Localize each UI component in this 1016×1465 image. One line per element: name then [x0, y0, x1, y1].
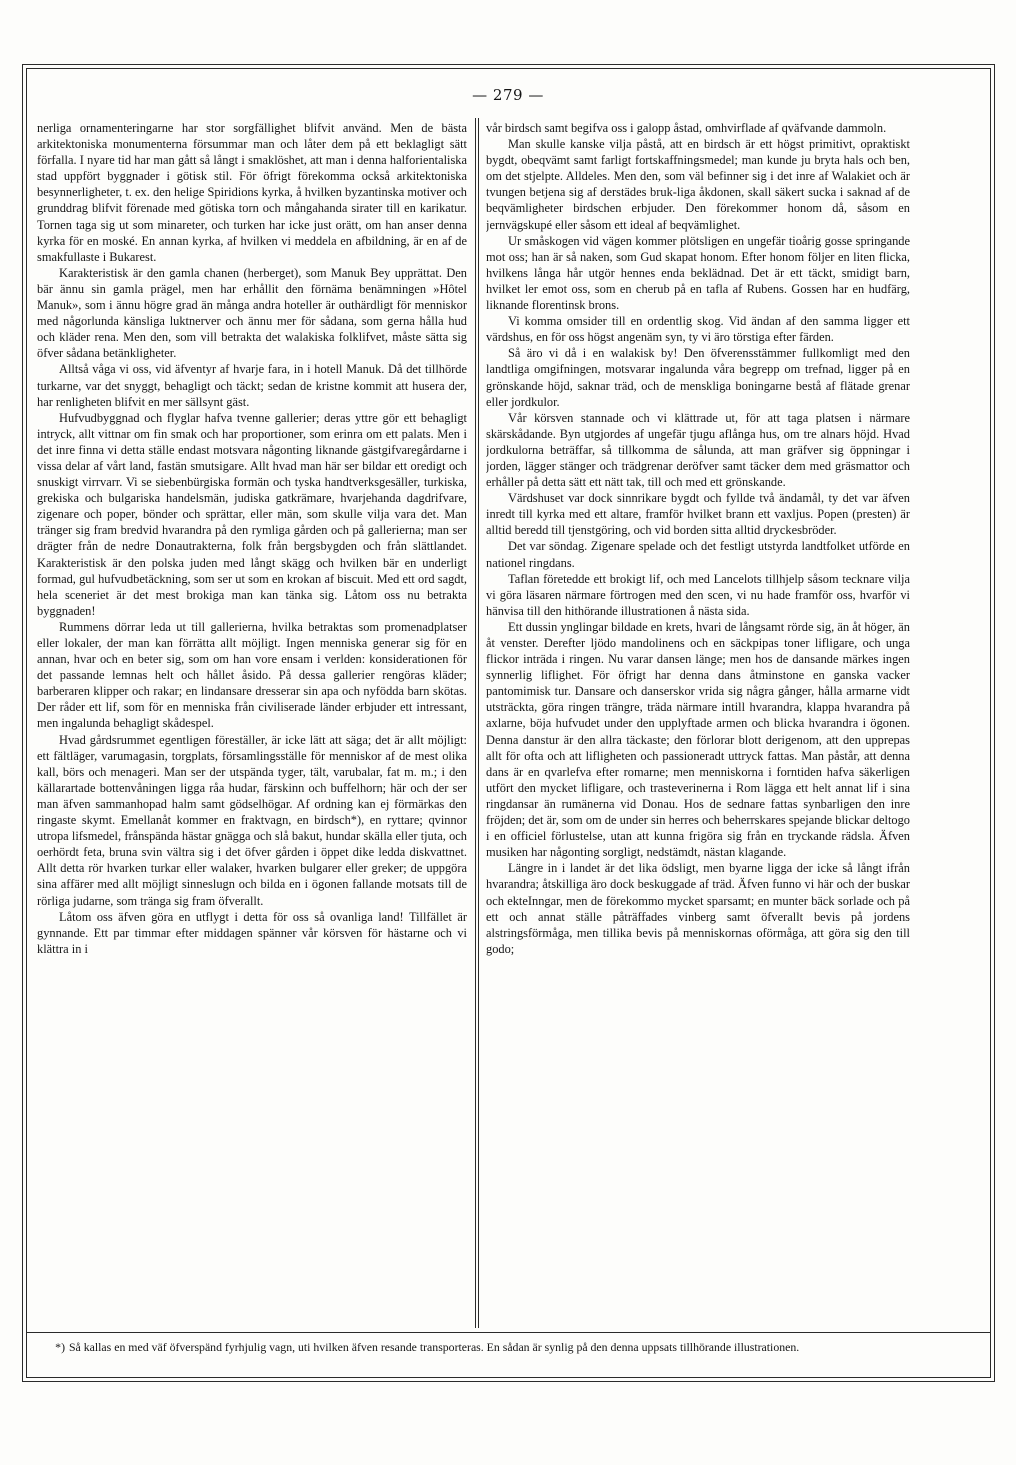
- paragraph: Hvad gårdsrummet egentligen föreställer, är icke lätt att säga; det är allt möjligt: ett fältläger, varumagasin, torgplats, församlingsställe för menniskor af de mest olika kall, börs och menageri. Man ser der utspända tyger, tält, varubalar, fat m. m.; i den källarartade bottenvåningen ligga råa hudar, färskinn och buffelhorn; här och der ser man äfven sammanhopad halm samt gödselhögar. Af ordning kan ej förmärkas den ringaste skymt. Emellanåt kommer en fraktvagn, en birdsch*), en ryttare; qvinnor utropa lifsmedel, frånspända hästar gnägga och slå bakut, hundar skälla eller tjuta, och oerhördt feta, bruna svin vältra sig i det öfver gården i öppet dike ledda diskvattnet. Allt detta rör hvarken turkar eller walaker, hvarken bulgarer eller greker; de uppgöra sina affärer med allt möjligt sinneslugn och bilda en i ögonen fallande motsats till de rörliga judarne, som tränga sig fram öfverallt.: [37, 732, 467, 908]
- footnote-divider: [26, 1332, 991, 1333]
- paragraph: Hufvudbyggnad och flyglar hafva tvenne gallerier; deras yttre gör ett behagligt intryck, allt vittnar om fin smak och har proportioner, som erinra om ett palats. Men i det inre finna vi detta ställe endast motsvara någonting liknande gästgifvaregårdarne i vissa delar af vårt land, fastän smutsigare. Allt hvad man här ser bildar ett oredigt och snuskigt virrvarr. Vi se siebenbürgiska formän och tyska handtverksgesäller, turkiska, grekiska och bulgariska handelsmän, judiska gatkrämare, hvarjehanda dagdrifvare, zigenare och poper, bönder och sprättar, eller män, som skulle vilja vara det. Man tränger sig fram bredvid hvarandra på den rymliga gården och på gallerierna; man ser drägter från de nedre Donautrakterna, folk från bergsbygden och från slättlandet. Karakteristisk är den polska juden med långt skägg och hvilken bär en underligt formad, gul hufvudbetäckning, som ser ut som en krokan af biscuit. Med ett ord sagdt, hela sceneriet är det mest brokiga man kan tänka sig. Låtom oss nu betrakta byggnaden!: [37, 410, 467, 618]
- paragraph: Det var söndag. Zigenare spelade och det festligt utstyrda landtfolket utförde en nationel ringdans.: [486, 539, 910, 570]
- paragraph: Ett dussin ynglingar bildade en krets, hvari de långsamt rörde sig, än åt höger, än åt venster. Derefter ljödo mandolinens och en säckpipas toner lifligare, och unga flickor inträda i ringen. Nu varar dansen länge; men hos de dansande märkes ingen synnerlig liflighet. För öfrigt har denna dans åtminstone en ganska vacker pantomimisk tur. Dansare och danserskor vrida sig några gånger, hålla armarne vidt utsträckta, göra ringen trängre, träda närmare intill hvarandra, klappa hvarandra på axlarne, böja hufvudet under den upplyftade armen och blicka hvarandra i ögonen. Denna danstur är den allra täckaste; den förlorar blott derigenom, att den upprepas allt för ofta och att lifligheten och passioneradt uttryck fattas. Man påstår, att denna dans är en qvarlefva efter romarne; men menniskorna i forntiden hafva säkerligen utfört den mycket lifligare, och trasteverinerna i Rom lägga ett helt annat lif i sina ringdansar än rumänerna vid Donau. Hos de sednare fattas synbarligen den inre fröjden; det är, som om de under sin herres och beherrskares spejande blickar deltogo i en officiel förlustelse, utan att kunna frigöra sig från en tryckande rädsla. Äfven musiken har någonting sorgligt, nedstämdt, nästan klagande.: [486, 619, 910, 860]
- paragraph: Karakteristisk är den gamla chanen (herberget), som Manuk Bey upprättat. Den bär ännu sin gamla prägel, men har erhållit den förnäma benämningen »Hôtel Manuk», som i ännu högre grad än många andra hoteller är outhärdligt för menniskor med någorlunda känsliga luktnerver och ännu mer för sådana, som gerna hålla hud och kläder rena. Men den, som vill betrakta det walakiska folklifvet, måste sätta sig öfver sådana betänkligheter.: [37, 265, 467, 361]
- paragraph: Man skulle kanske vilja påstå, att en birdsch är ett högst primitivt, opraktiskt bygdt, obeqvämt samt farligt fortskaffningsmedel; man kunde ju bryta hals och ben, om det stjelpte. Alldeles. Men den, som väl befinner sig i det inre af Walakiet och är tvungen betjena sig af derstädes bruk-liga åkdonen, skall säkert sucka i saknad af de beqvämligheter birdschen erbjuder. Den förekommer honom då, såsom en jernvägskupé eller såsom ett ideal af beqvämlighet.: [486, 137, 910, 232]
- footnote-text: Så kallas en med väf öfverspänd fyrhjulig vagn, uti hvilken äfven resande transporteras. En sådan är synlig på den denna uppsats tillhörande illustrationen.: [69, 1340, 800, 1354]
- paragraph: Värdshuset var dock sinnrikare bygdt och fyllde två ändamål, ty det var äfven inredt till kyrka med ett altare, framför hvilket brann ett vaxljus. Popen (presten) är alltid beredd till tjenstgöring, och vid borden sitta alltid dryckesbröder.: [486, 491, 910, 538]
- paragraph: Så äro vi då i en walakisk by! Den öfverensstämmer fullkomligt med den landtliga omgifningen, motsvarar ingalunda våra begrepp om trefnad, ligger på en grönskande höjd, saknar träd, och de menskliga boningarne bestå af flätade grenar eller jordkulor.: [486, 346, 910, 409]
- paragraph: Alltså våga vi oss, vid äfventyr af hvarje fara, in i hotell Manuk. Då det tillhörde turkarne, var det snyggt, behagligt och täckt; sedan de kristne kommit att husera der, har renligheten blifvit en mer sällsynt gäst.: [37, 362, 467, 409]
- column-divider: [478, 118, 479, 1328]
- column-divider: [475, 118, 476, 1328]
- paragraph: Vi komma omsider till en ordentlig skog. Vid ändan af den samma ligger ett värdshus, en för oss högst angenäm syn, ty vi äro törstiga efter färden.: [486, 314, 910, 345]
- paragraph: Rummens dörrar leda ut till gallerierna, hvilka betraktas som promenadplatser eller lokaler, der man kan förrätta allt möjligt. Ingen menniska generar sig för en annan, hvar och en beter sig, som om han vore ensam i verlden: konsiderationen för det passande lemnas helt och hållet åsido. På dessa gallerier rengöras kläder; barberaren klipper och rakar; en lindansare dresserar sin apa och nyfödda barn skötas. Der råder ett lif, som för en menniska från civiliserade länder erbjuder ett intressant, men ingalunda behagligt skådespel.: [37, 619, 467, 731]
- paragraph: Låtom oss äfven göra en utflygt i detta för oss så ovanliga land! Tillfället är gynnande. Ett par timmar efter middagen spänner vår körsven för hästarne och vi klättra in i: [37, 909, 467, 956]
- footnote-marker: *): [55, 1340, 65, 1354]
- paragraph: Vår körsven stannade och vi klättrade ut, för att taga platsen i närmare skärskådande. Byn utgjordes af ungefär tjugu aflånga hus, om tre alnars höjd. Hvad jordkulorna beträffar, så tillkomma de sålunda, att man gräfver sig öppningar i jorden, lägger stänger och trädgrenar deröfver samt täcker dem med gräsmattor och erhåller på detta sätt ett nätt tak, till och med ett grönskande.: [486, 410, 910, 490]
- footnote: [37, 1340, 917, 1355]
- right-column: [486, 120, 910, 1330]
- left-column: [37, 120, 467, 1330]
- paragraph: Ur småskogen vid vägen kommer plötsligen en ungefär tioårig gosse springande mot oss; han är så naken, som Gud skapat honom. Efter honom följer en liten flicka, hvilkens långa hår utgör hennes enda beklädnad. Det är ett täckt, smidigt barn, hvilket ler emot oss, som en cherub på en tafla af Rubens. Gossen har en hudfärg, liknande florentinsk brons.: [486, 233, 910, 313]
- paragraph: nerliga ornamenteringarne har stor sorgfällighet blifvit använd. Men de bästa arkitektoniska monumenterna försummar man och låter dem på ett beklagligt sätt förfalla. I nyare tid har man gått så långt i smaklöshet, att man i denna halforientaliska stad uppfört byggnader i götisk stil. För öfrigt förekomma också arkitektoniska besynnerligheter, t. ex. den helige Spiridions kyrka, å hvilken byzantinska motiver och grunddrag blifvit förenade med götiska torn och mångahanda sirater till en karikatur. Tornen taga sig ut som minareter, och turken har icke just orätt, om han anser denna kyrka för en moské. En annan kyrka, af hvilken vi meddela en afbildning, är en af de smakfullaste i Bukarest.: [37, 121, 467, 264]
- paragraph: Längre in i landet är det lika ödsligt, men byarne ligga der icke så långt ifrån hvarandra; åtskilliga äro dock beskuggade af träd. Äfven funno vi här och der buskar och ekteInngar, men de förekommo mycket sparsamt; en munter bäck sorlade och på ett och annat ställe påträffades vinberg samt öfverallt bevis på jordens alstringsförmåga, men tillika bevis på menniskornas oförmåga, att göra sig den till godo;: [486, 861, 910, 956]
- page-number: — 279 —: [472, 86, 544, 104]
- paragraph: vår birdsch samt begifva oss i galopp åstad, omhvirflade af qväfvande dammoln.: [486, 121, 887, 135]
- paragraph: Taflan företedde ett brokigt lif, och med Lancelots tillhjelp såsom tecknare vilja vi göra läsaren närmare förtrogen med den scen, vi nu hade framför oss, hvarför vi hänvisa till den hithörande illustrationen å nästa sida.: [486, 571, 910, 618]
